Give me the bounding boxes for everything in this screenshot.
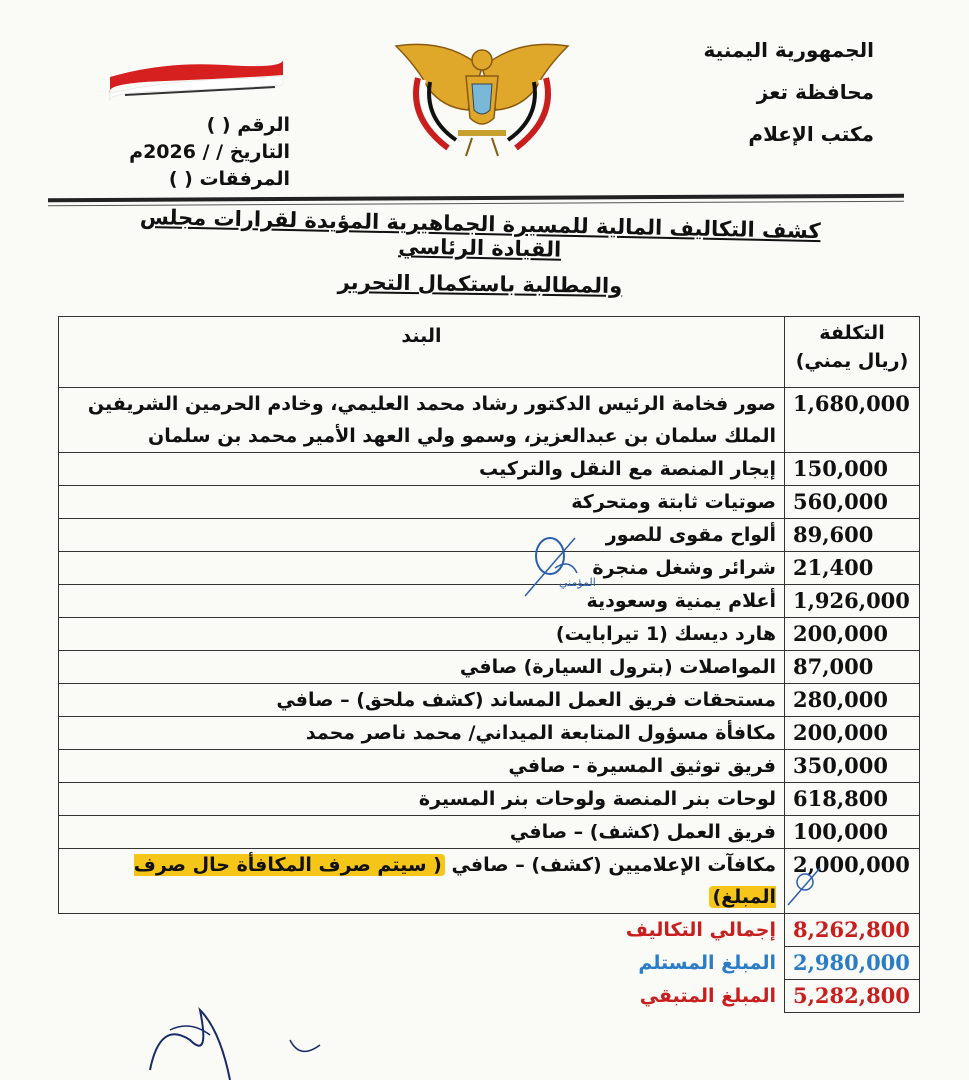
blue-signature-stamp-icon	[515, 528, 596, 598]
document-title: كشف التكاليف المالية للمسيرة الجماهيرية المؤيدة لقرارات مجلس القيادة الرئاسي	[139, 204, 821, 262]
row-item-text: ألواح مقوى للصور	[605, 524, 776, 546]
row-item-text: شرائر وشغل منجرة	[592, 557, 776, 579]
ref-attachments: المرفقات ( )	[168, 168, 290, 190]
total-value: 8,262,800	[785, 914, 920, 947]
table-row	[59, 618, 920, 651]
row-cost: 150,000	[785, 453, 920, 486]
row-item-text: مستحقات فريق العمل المساند (كشف ملحق) – صافي	[276, 689, 776, 711]
row-item	[59, 717, 785, 750]
cost-header-unit: (ريال يمني)	[795, 350, 909, 372]
row-cost: 21,400	[785, 552, 920, 585]
office-name: مكتب الإعلام	[748, 122, 874, 146]
row-item	[59, 618, 785, 651]
row-cost: 618,800	[785, 783, 920, 816]
table-row	[59, 717, 920, 750]
table-row	[59, 684, 920, 717]
row-item	[59, 552, 785, 585]
table-row	[59, 783, 920, 816]
row-note-highlight: ( سيتم صرف المكافأة حال صرف المبلغ)	[133, 854, 776, 908]
table-row	[59, 651, 920, 684]
row-item	[59, 684, 785, 717]
table-row	[59, 816, 920, 849]
row-item	[59, 453, 785, 486]
row-item-text: مكافأة مسؤول المتابعة الميداني/ محمد ناصر محمد	[305, 722, 776, 744]
ref-number: الرقم ( )	[206, 114, 290, 136]
row-item	[59, 585, 785, 618]
row-item-text: إيجار المنصة مع النقل والتركيب	[479, 458, 776, 480]
row-cost: 200,000	[785, 618, 920, 651]
row-cost: 280,000	[785, 684, 920, 717]
handwritten-signature-icon	[130, 1000, 350, 1080]
cost-header-label: التكلفة	[819, 322, 885, 344]
table-row	[59, 519, 920, 552]
received-label: المبلغ المستلم	[638, 951, 776, 974]
row-item	[59, 816, 785, 849]
document-subtitle: والمطالبة باستكمال التحرير	[337, 270, 623, 298]
blue-mark-icon	[780, 860, 830, 910]
row-item-text: مكافآت الإعلاميين (كشف) – صافي	[451, 854, 776, 876]
row-cost: 200,000	[785, 717, 920, 750]
row-cost: 89,600	[785, 519, 920, 552]
received-value: 2,980,000	[785, 947, 920, 980]
row-item	[59, 750, 785, 783]
table-row	[59, 585, 920, 618]
country-name: الجمهورية اليمنية	[703, 38, 874, 62]
remaining-label: المبلغ المتبقي	[639, 984, 776, 1007]
row-item	[59, 783, 785, 816]
remaining-value: 5,282,800	[785, 980, 920, 1013]
stamp-text: المؤمني	[559, 576, 596, 589]
row-cost: 1,680,000	[785, 388, 920, 453]
table-row	[59, 486, 920, 519]
row-item-text: فريق العمل (كشف) – صافي	[509, 821, 776, 843]
item-column-header: البند	[59, 317, 785, 388]
row-item-text: لوحات بنر المنصة ولوحات بنر المسيرة	[418, 788, 776, 810]
row-item-text: هارد ديسك (1 تيرابايت)	[555, 623, 776, 645]
row-item	[59, 486, 785, 519]
row-item	[59, 849, 785, 914]
row-item	[59, 651, 785, 684]
table-row	[59, 453, 920, 486]
row-item-text: أعلام يمنية وسعودية	[586, 590, 776, 612]
row-cost: 87,000	[785, 651, 920, 684]
row-cost: 1,926,000	[785, 585, 920, 618]
ref-date: التاريخ / / 2026م	[129, 141, 290, 163]
row-cost: 350,000	[785, 750, 920, 783]
row-cost: 100,000	[785, 816, 920, 849]
total-label: إجمالي التكاليف	[625, 919, 776, 941]
header-right	[614, 40, 874, 166]
governorate-name: محافظة تعز	[756, 80, 874, 104]
cost-column-header	[785, 317, 920, 388]
row-cost: 560,000	[785, 486, 920, 519]
row-item-text: صور فخامة الرئيس الدكتور رشاد محمد العليمي، وخادم الحرمين الشريفين الملك سلمان بن عبدالعزيز، وسمو ولي العهد الأمير محمد بن سلمان	[87, 393, 776, 447]
total-row	[59, 914, 920, 947]
yemen-eagle-emblem-icon	[388, 38, 576, 160]
header-left	[100, 112, 290, 193]
row-item	[59, 388, 785, 453]
table-row	[59, 552, 920, 585]
row-item	[59, 519, 785, 552]
row-item-text: فريق توثيق المسيرة - صافي	[508, 755, 776, 777]
table-row	[59, 750, 920, 783]
row-item-text: المواصلات (بترول السيارة) صافي	[459, 656, 776, 678]
table-row	[59, 388, 920, 453]
flag-ribbon-icon	[105, 55, 285, 103]
received-row	[59, 947, 920, 980]
row-item-text: صوتيات ثابتة ومتحركة	[571, 491, 776, 513]
row-cost: 2,000,000	[785, 849, 920, 914]
